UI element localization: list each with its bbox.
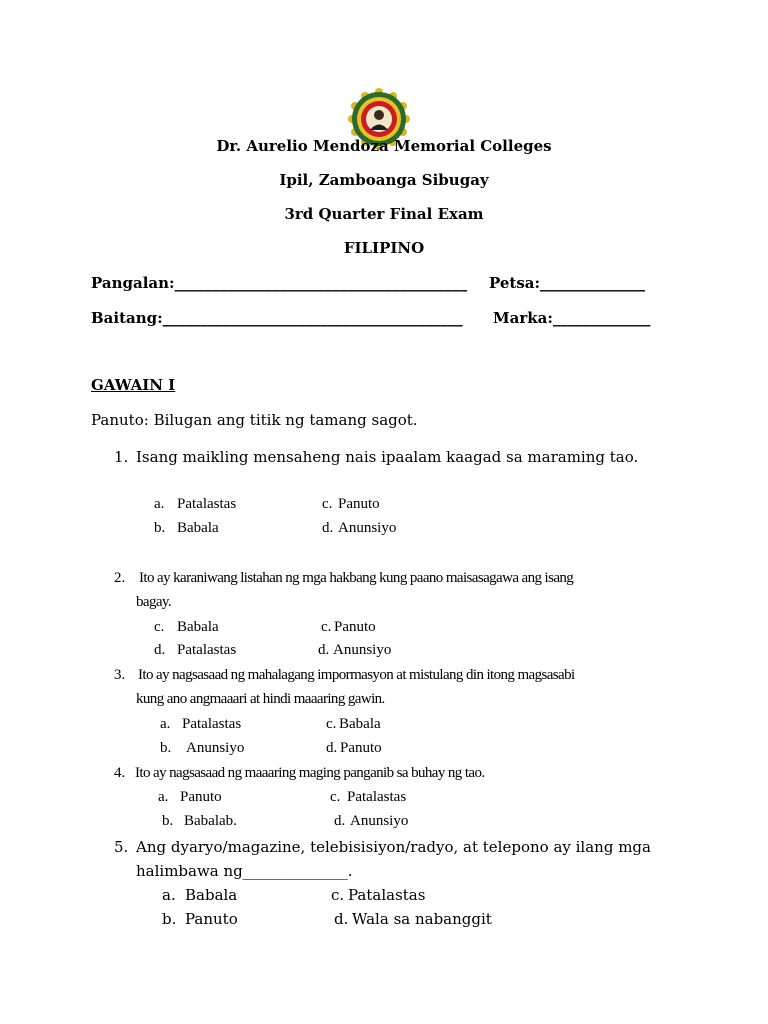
option-text: Panuto [334,619,376,635]
date-field: Petsa:______________ [489,274,646,292]
question-text: halimbawa ng______________. [136,862,353,880]
option-letter: c. [331,886,345,904]
option-letter: a. [154,496,165,512]
question-text: bagay. [136,594,171,610]
option-letter: a. [158,789,169,805]
question-text: Ito ay nagsasaad ng maaaring maging panganib sa buhay ng tao. [135,765,485,781]
option-letter: b. [162,813,174,829]
instruction-text: Panuto: Bilugan ang titik ng tamang sagot. [91,411,418,429]
exam-title: 3rd Quarter Final Exam [284,205,484,223]
question-text: Ito ay nagsasaad ng mahalagang impormasyon at mistulang din itong magsasabi [138,667,575,683]
option-letter: d. [334,813,346,829]
option-text: Panuto [338,496,380,512]
option-text: Patalastas [177,496,237,512]
option-letter: d. [334,910,349,928]
option-text: Babalab. [184,813,237,829]
option-text: Babala [339,716,381,732]
school-name: Dr. Aurelio Mendoza Memorial Colleges [216,137,552,155]
question-number: 3. [114,667,126,683]
question-number: 5. [114,838,129,856]
option-text: Patalastas [177,642,237,658]
option-letter: c. [321,619,332,635]
option-text: Babala [185,886,238,904]
option-letter: c. [154,619,165,635]
option-letter: b. [154,520,166,536]
option-text: Panuto [340,740,382,756]
option-text: Panuto [180,789,222,805]
option-letter: d. [326,740,338,756]
option-letter: d. [318,642,330,658]
question-text: Ito ay karaniwang listahan ng mga hakbang kung paano maisasagawa ang isang [139,570,574,586]
question-number: 1. [114,448,129,466]
option-letter: d. [154,642,166,658]
option-text: Anunsiyo [186,740,245,756]
option-text: Anunsiyo [350,813,409,829]
option-text: Wala sa nabanggit [352,910,492,928]
subject-title: FILIPINO [343,239,425,257]
name-field: Pangalan:_______________________________________ [91,274,468,292]
question-text: Ang dyaryo/magazine, telebisisiyon/radyo, at telepono ay ilang mga [136,838,651,856]
option-text: Patalastas [347,789,407,805]
option-text: Babala [177,619,219,635]
option-text: Anunsiyo [338,520,397,536]
option-text: Babala [177,520,219,536]
grade-field: Baitang:________________________________________ [91,309,463,327]
question-number: 2. [114,570,126,586]
option-text: Patalastas [348,886,426,904]
option-letter: a. [160,716,171,732]
option-text: Patalastas [182,716,242,732]
section-title: GAWAIN I [91,376,176,394]
option-letter: c. [330,789,341,805]
option-letter: c. [322,496,333,512]
option-text: Panuto [185,910,238,928]
option-letter: c. [326,716,337,732]
school-location: Ipil, Zamboanga Sibugay [279,171,489,189]
option-text: Anunsiyo [333,642,392,658]
option-letter: b. [160,740,172,756]
question-number: 4. [114,765,126,781]
question-text: Isang maikling mensaheng nais ipaalam kaagad sa maraming tao. [136,448,639,466]
option-letter: d. [322,520,334,536]
question-text: kung ano angmaaari at hindi maaaring gawin. [136,691,385,707]
option-letter: b. [162,910,177,928]
score-field: Marka:_____________ [493,309,651,327]
option-letter: a. [162,886,176,904]
